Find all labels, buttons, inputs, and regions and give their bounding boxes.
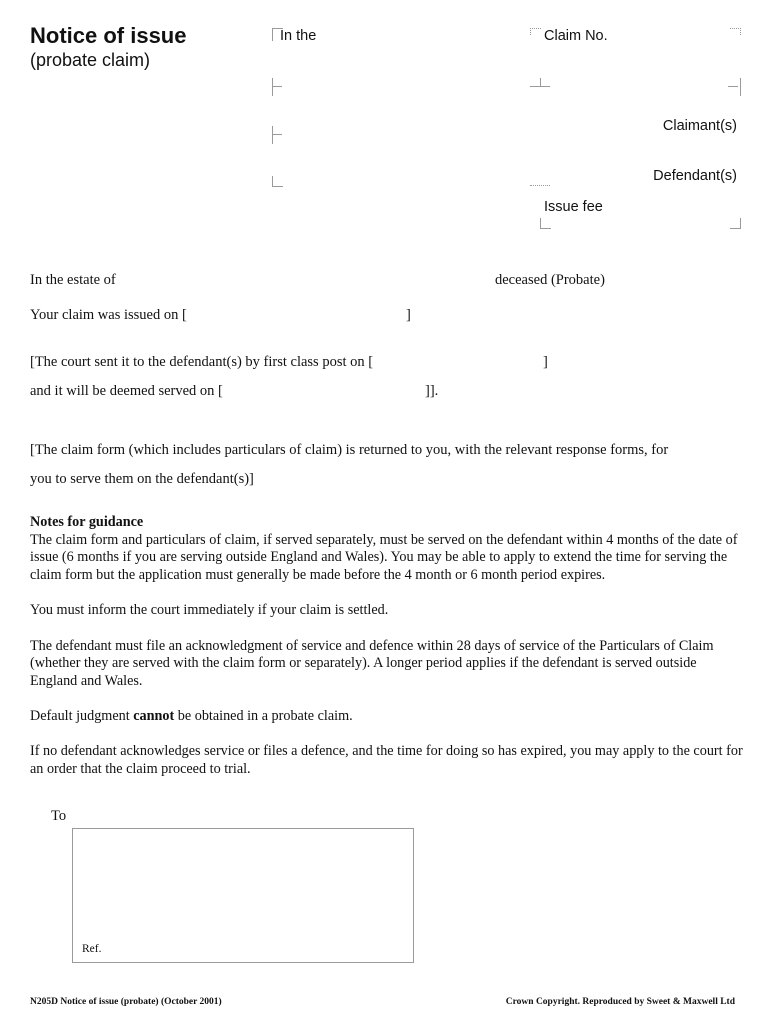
returned-line-2: you to serve them on the defendant(s)] [30,471,254,487]
notes-text-2: You must inform the court immediately if your claim is settled. [30,602,389,619]
notes-paragraph-5 [30,743,745,778]
corner-mark [730,218,741,229]
corner-mark [272,134,282,135]
corner-mark [730,78,741,96]
form-subtitle: (probate claim) [30,50,151,70]
form-reference-footer: N205D Notice of issue (probate) (October 2001) [30,997,222,1007]
corner-mark [728,86,738,87]
address-box[interactable] [72,828,414,963]
notes-heading: Notes for guidance [30,514,144,530]
issued-date-close: ] [406,307,411,323]
notes-text-4-pre: Default judgment [30,708,130,725]
returned-line-1: [The claim form (which includes particulars of claim) is returned to you, with the relevant response forms, for [30,442,669,458]
estate-prefix: In the estate of [30,272,116,288]
estate-suffix: deceased (Probate) [495,272,605,288]
copyright-footer: Crown Copyright. Reproduced by Sweet & Maxwell Ltd [505,997,735,1007]
corner-mark [730,28,741,35]
deemed-date-label: and it will be deemed served on [ [30,383,223,399]
notes-text-5: If no defendant acknowledges service or files a defence, and the time for doing so has expired, you may apply to the court for an order that the claim proceed to trial. [30,743,743,778]
notes-for-guidance [30,514,745,796]
corner-mark [530,86,550,87]
post-date-label: [The court sent it to the defendant(s) by first class post on [ [30,354,374,370]
corner-mark [530,28,541,35]
notes-text-1: The claim form and particulars of claim, if served separately, must be served on the defendant within 4 months of the date of issue (6 months if you are serving outside England and Wales). You may be able to apply to extend the time for serving the claim form but the application must generally be made before the 4 month or 6 month period expires. [30,531,738,584]
in-the-label: In the [280,28,317,44]
deemed-date-close: ]]. [425,383,439,399]
notes-paragraph-3 [30,638,745,691]
notes-text-3: The defendant must file an acknowledgment of service and defence within 28 days of service of the Particulars of Claim (whether they are served with the claim form or separately). A longer period applies if the defendant is served outside England and Wales. [30,637,714,689]
corner-mark [272,86,282,87]
defendants-label: Defendant(s) [653,168,737,184]
corner-mark [530,185,550,186]
notes-paragraph-4 [30,708,745,726]
notes-paragraph-1 [30,514,745,585]
to-label: To [51,808,67,824]
corner-mark [272,126,283,144]
post-date-close: ] [543,354,548,370]
notes-paragraph-2 [30,602,745,620]
notes-text-4-post: be obtained in a probate claim. [177,708,353,725]
corner-mark [272,176,283,187]
notes-text-4-bold: cannot [133,708,175,725]
corner-mark [540,218,551,229]
claimants-label: Claimant(s) [662,118,737,134]
ref-label: Ref. [82,943,102,955]
corner-mark [540,78,541,86]
claim-no-label: Claim No. [544,28,608,44]
issue-fee-label: Issue fee [544,199,603,215]
corner-mark [272,78,283,96]
form-title: Notice of issue [30,23,187,48]
issued-date-label: Your claim was issued on [ [30,307,187,323]
